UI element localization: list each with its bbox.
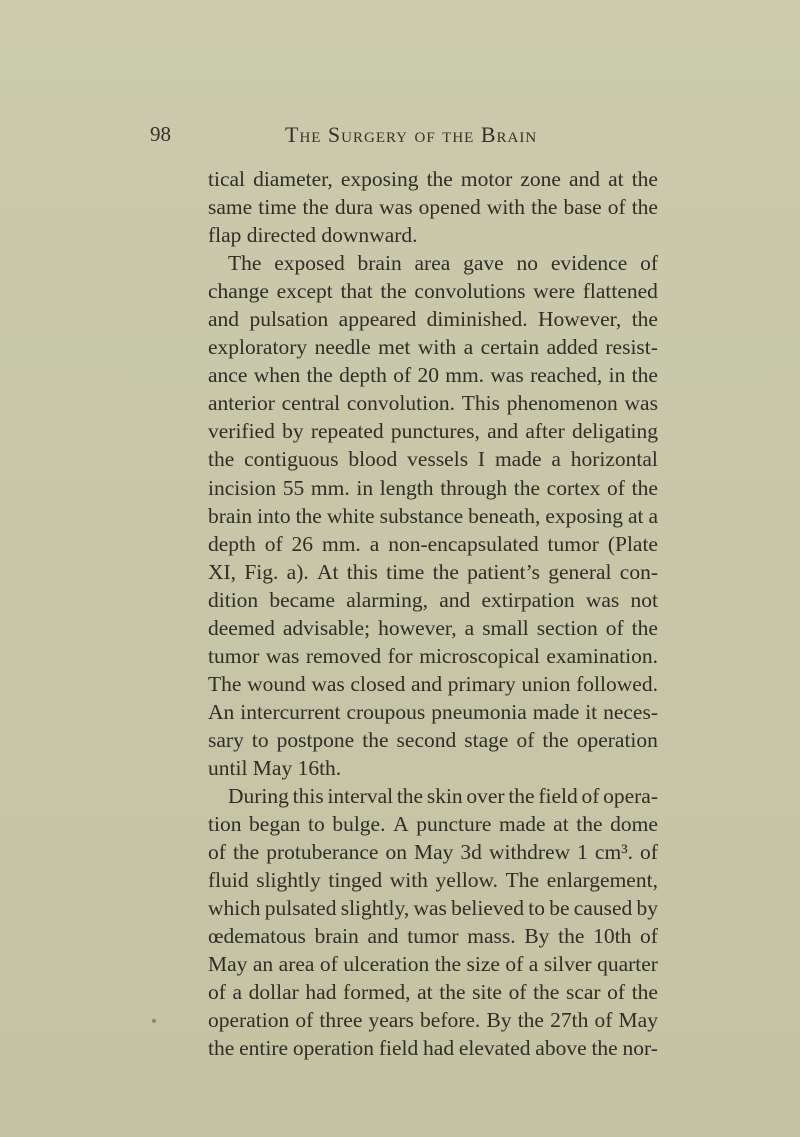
text-line: The exposed brain area gave no evidence of	[228, 251, 658, 276]
text-line: tion began to bulge. A puncture made at the dome	[208, 812, 658, 837]
margin-mark	[152, 1019, 156, 1023]
text-line: which pulsated slightly, was believed to be caused by	[208, 896, 658, 921]
text-line: the contiguous blood vessels I made a horizontal	[208, 447, 658, 472]
text-line: ance when the depth of 20 mm. was reached, in the	[208, 363, 658, 388]
text-line: An intercurrent croupous pneumonia made it neces-	[208, 699, 658, 724]
text-line: depth of 26 mm. a non-encapsulated tumor (Plate	[208, 531, 658, 556]
text-line: the entire operation field had elevated above the nor-	[208, 1036, 658, 1061]
page-number: 98	[150, 122, 171, 146]
text-line: and pulsation appeared diminished. However, the	[208, 307, 658, 332]
text-line: verified by repeated punctures, and after deligating	[208, 419, 658, 444]
text-line: change except that the convolutions were flattened	[208, 279, 658, 304]
text-line: operation of three years before. By the 27th of May	[208, 1008, 658, 1033]
text-line: same time the dura was opened with the base of the	[208, 195, 658, 220]
text-line: flap directed downward.	[208, 223, 418, 248]
text-line: tumor was removed for microscopical examination.	[208, 643, 658, 668]
text-line: œdematous brain and tumor mass. By the 10th of	[208, 924, 658, 949]
body-text	[208, 165, 658, 1063]
running-header	[150, 122, 690, 150]
text-line: deemed advisable; however, a small section of the	[208, 615, 658, 640]
text-line: dition became alarming, and extirpation was not	[208, 587, 658, 612]
text-line: The wound was closed and primary union followed.	[208, 671, 658, 696]
text-line: anterior central convolution. This phenomenon was	[208, 391, 658, 416]
text-line: until May 16th.	[208, 755, 342, 780]
text-line: XI, Fig. a). At this time the patient’s general con-	[208, 559, 658, 584]
text-line: During this interval the skin over the field of opera-	[228, 784, 658, 809]
text-line: brain into the white substance beneath, exposing at a	[208, 503, 658, 528]
text-line: exploratory needle met with a certain added resist-	[208, 335, 658, 360]
text-line: sary to postpone the second stage of the operation	[208, 727, 658, 752]
text-line: tical diameter, exposing the motor zone and at the	[208, 167, 658, 191]
text-line: of the protuberance on May 3d withdrew 1 cm³. of	[208, 840, 658, 865]
text-line: May an area of ulceration the size of a silver quarter	[208, 952, 658, 977]
page-header-title: The Surgery of the Brain	[285, 122, 538, 147]
text-line: fluid slightly tinged with yellow. The enlargement,	[208, 868, 658, 893]
text-line: of a dollar had formed, at the site of the scar of the	[208, 980, 658, 1005]
text-line: incision 55 mm. in length through the cortex of the	[208, 475, 658, 500]
